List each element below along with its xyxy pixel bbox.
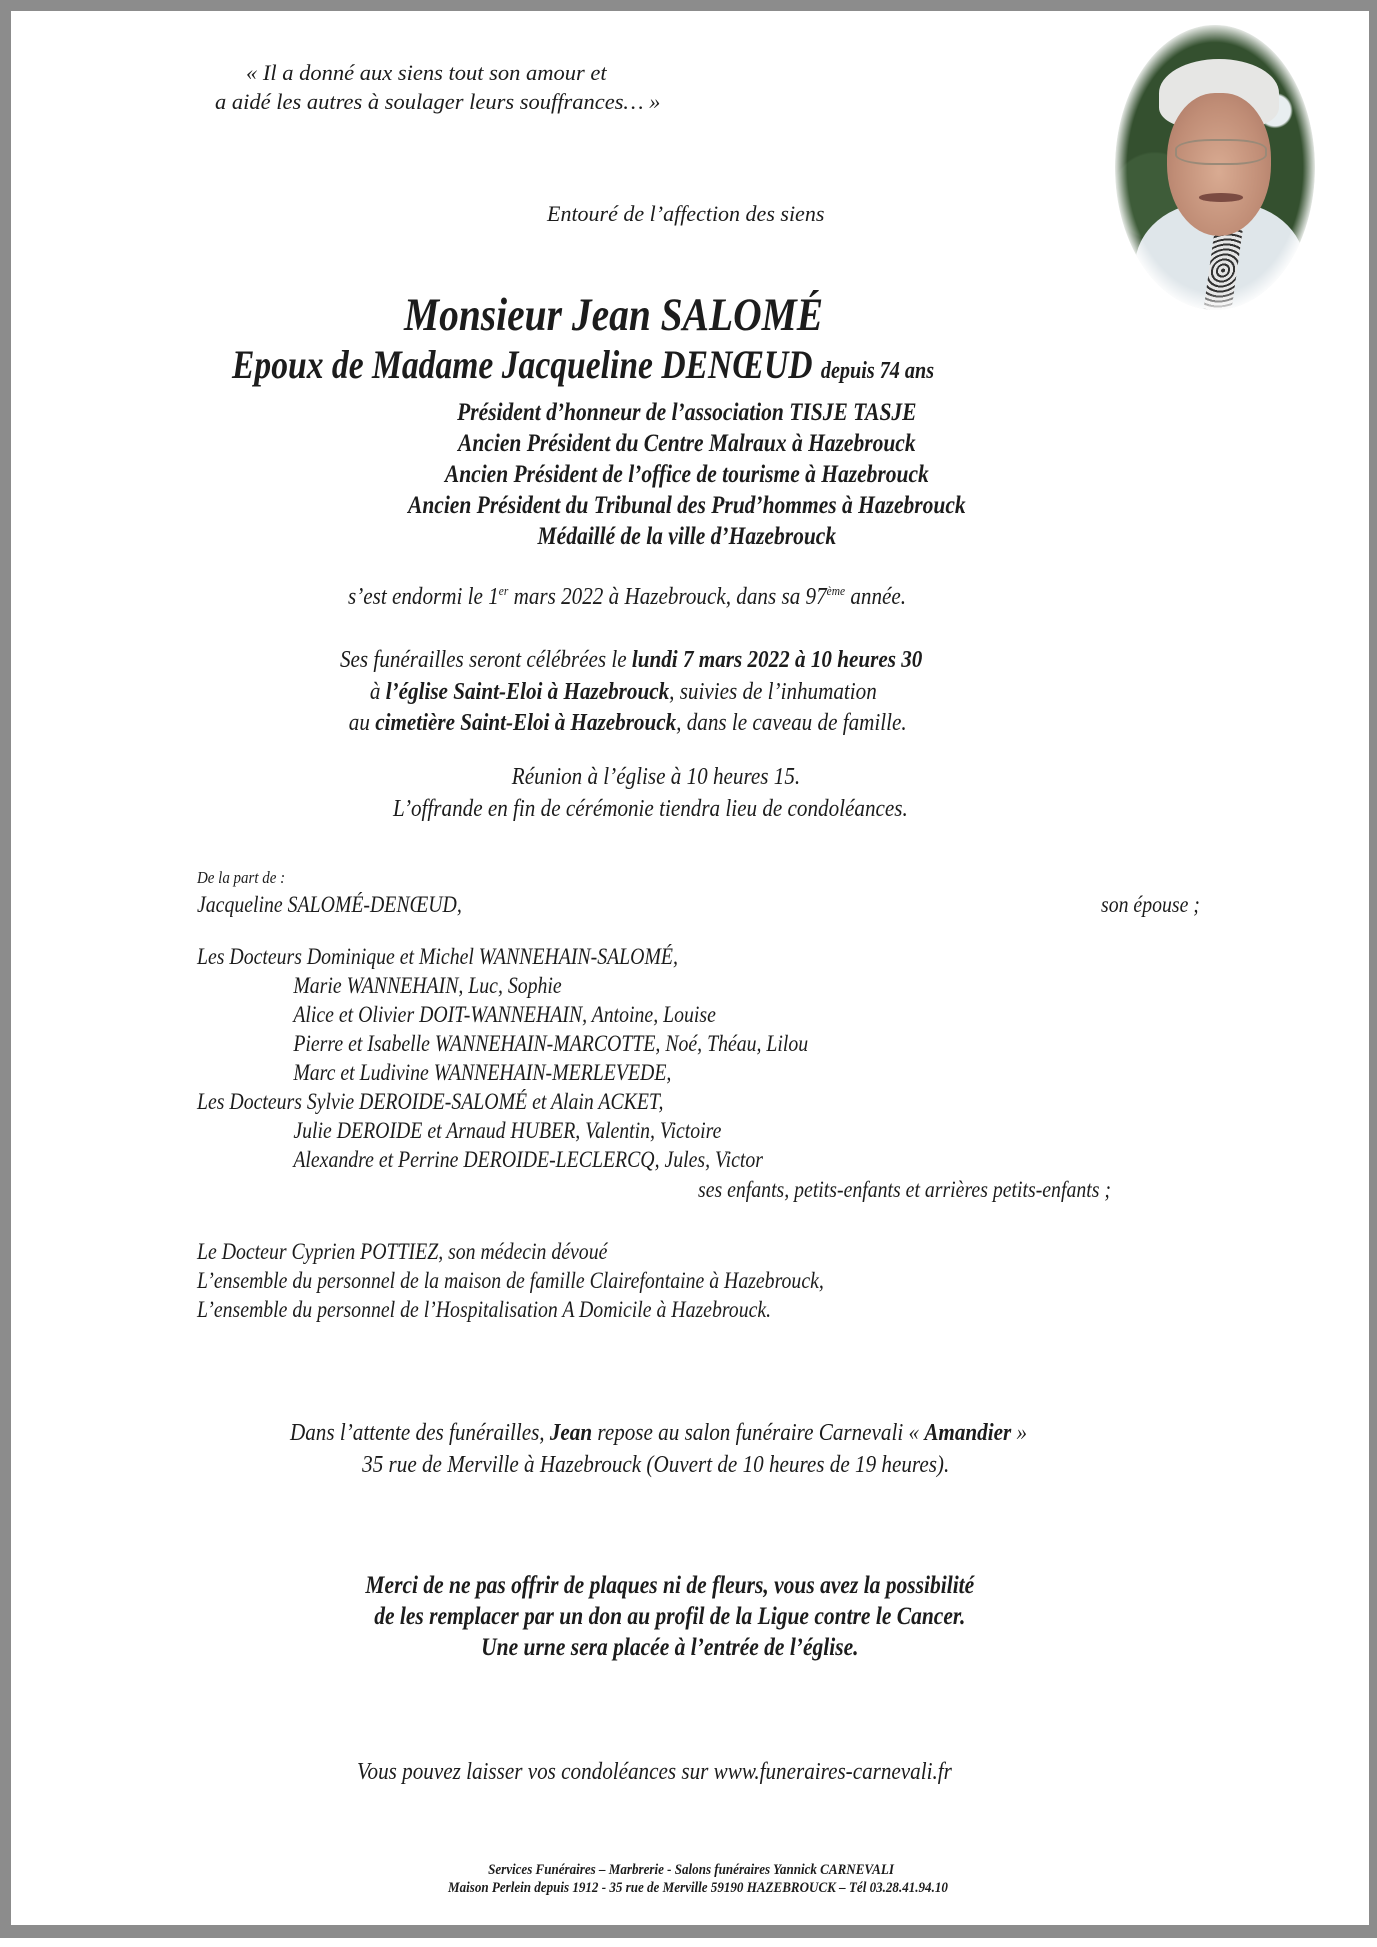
wake-text: repose au salon funéraire Carnevali «	[592, 1420, 925, 1446]
church-location: l’église Saint-Eloi à Hazebrouck	[385, 678, 670, 705]
funeral-line-1	[340, 645, 922, 677]
spouse-role: son épouse ;	[1101, 892, 1200, 917]
funeral-text: , suivies de l’inhumation	[669, 678, 877, 705]
reunion-line-1: Réunion à l’église à 10 heures 15.	[511, 764, 801, 790]
title-line: Médaillé de la ville d’Hazebrouck	[537, 523, 837, 550]
wake-info	[290, 1418, 1027, 1481]
photo-glasses	[1175, 139, 1267, 165]
family-member: Marie WANNEHAIN, Luc, Sophie	[293, 973, 562, 998]
other-mourners	[197, 1237, 824, 1324]
funeral-text: Ses funérailles seront célébrées le	[340, 647, 632, 673]
donation-line: de les remplacer par un don au profil de la Ligue contre le Cancer.	[374, 1603, 966, 1630]
family-member: Alice et Olivier DOIT-WANNEHAIN, Antoine, Louise	[293, 1002, 716, 1027]
funeral-text: à	[369, 678, 386, 705]
title-line: Président d’honneur de l’association TISJE TASJE	[457, 399, 917, 426]
death-text-3: année.	[845, 584, 907, 610]
footer-line-1: Services Funéraires – Marbrerie - Salons funéraires Yannick CARNEVALI	[488, 1862, 894, 1878]
children-role: ses enfants, petits-enfants et arrières petits-enfants ;	[698, 1177, 1111, 1202]
footer-line-2: Maison Perlein depuis 1912 - 35 rue de Merville 59190 HAZEBROUCK – Tél 03.28.41.94.10	[448, 1880, 948, 1896]
spouse-line	[232, 342, 935, 387]
cemetery-location: cimetière Saint-Eloi à Hazebrouck	[375, 710, 677, 736]
ordinal-suffix: er	[498, 583, 509, 598]
funeral-line-3	[340, 708, 922, 740]
mourner-line: L’ensemble du personnel de l’Hospitalisation A Domicile à Hazebrouck.	[197, 1297, 772, 1322]
death-text-2: mars 2022 à Hazebrouck, dans sa 97	[508, 584, 827, 610]
mourner-line: Le Docteur Cyprien POTTIEZ, son médecin dévoué	[197, 1239, 608, 1264]
portrait-photo	[1115, 25, 1315, 310]
title-line: Ancien Président du Centre Malraux à Hazebrouck	[458, 430, 916, 457]
death-text-1: s’est endormi le 1	[348, 584, 499, 610]
mourner-line: L’ensemble du personnel de la maison de famille Clairefontaine à Hazebrouck,	[197, 1268, 824, 1293]
ordinal-suffix: ème	[826, 583, 846, 598]
wake-line-1	[290, 1418, 1027, 1450]
intro-text: Entouré de l’affection des siens	[547, 201, 825, 226]
deceased-name: Monsieur Jean SALOMÉ	[404, 289, 824, 341]
wake-text: »	[1011, 1420, 1028, 1446]
photo-mouth	[1199, 193, 1243, 202]
family-member: Julie DEROIDE et Arnaud HUBER, Valentin, Victoire	[293, 1118, 722, 1143]
from-label: De la part de :	[197, 868, 286, 887]
spouse-duration: depuis 74 ans	[820, 358, 935, 384]
title-line: Ancien Président du Tribunal des Prud’hommes à Hazebrouck	[407, 492, 966, 519]
donation-line: Une urne sera placée à l’entrée de l’église.	[481, 1634, 859, 1661]
funeral-date: lundi 7 mars 2022 à 10 heures 30	[631, 647, 923, 673]
funeral-text: , dans le caveau de famille.	[676, 710, 907, 736]
family-member: Alexandre et Perrine DEROIDE-LECLERCQ, Jules, Victor	[293, 1147, 764, 1172]
first-name: Jean	[549, 1420, 593, 1446]
family-member: Les Docteurs Dominique et Michel WANNEHAIN-SALOMÉ,	[197, 944, 678, 969]
donation-request	[337, 1570, 1003, 1663]
salon-name: Amandier	[924, 1420, 1012, 1446]
family-member: Les Docteurs Sylvie DEROIDE-SALOMÉ et Alain ACKET,	[197, 1089, 664, 1114]
photo-face	[1167, 93, 1271, 236]
spouse-name: Epoux de Madame Jacqueline DENŒUD	[232, 342, 813, 387]
honorary-titles	[354, 397, 1020, 552]
funeral-home-footer	[448, 1861, 948, 1897]
funeral-details	[340, 645, 922, 740]
funeral-line-2	[340, 677, 922, 709]
reunion-line-2: L’offrande en fin de cérémonie tiendra lieu de condoléances.	[393, 795, 908, 822]
wake-text: Dans l’attente des funérailles,	[290, 1420, 550, 1446]
wake-line-2: 35 rue de Merville à Hazebrouck (Ouvert de 10 heures de 19 heures).	[362, 1451, 950, 1478]
spouse-signature: Jacqueline SALOMÉ-DENŒUD,	[197, 892, 462, 917]
epigraph-quote	[215, 58, 660, 116]
family-member: Pierre et Isabelle WANNEHAIN-MARCOTTE, Noé, Théau, Lilou	[293, 1031, 809, 1056]
condolences-link[interactable]: Vous pouvez laisser vos condoléances sur www.funeraires-carnevali.fr	[357, 1759, 952, 1785]
funeral-text: au	[348, 710, 376, 736]
quote-line-1: « Il a donné aux siens tout son amour et	[246, 60, 607, 85]
title-line: Ancien Président de l’office de tourisme à Hazebrouck	[444, 461, 929, 488]
family-member: Marc et Ludivine WANNEHAIN-MERLEVEDE,	[293, 1060, 672, 1085]
reunion-info	[393, 762, 908, 825]
family-members	[197, 942, 808, 1174]
quote-line-2: a aidé les autres à soulager leurs souffrances… »	[215, 89, 661, 114]
death-announcement	[348, 582, 906, 614]
donation-line: Merci de ne pas offrir de plaques ni de fleurs, vous avez la possibilité	[365, 1572, 975, 1599]
